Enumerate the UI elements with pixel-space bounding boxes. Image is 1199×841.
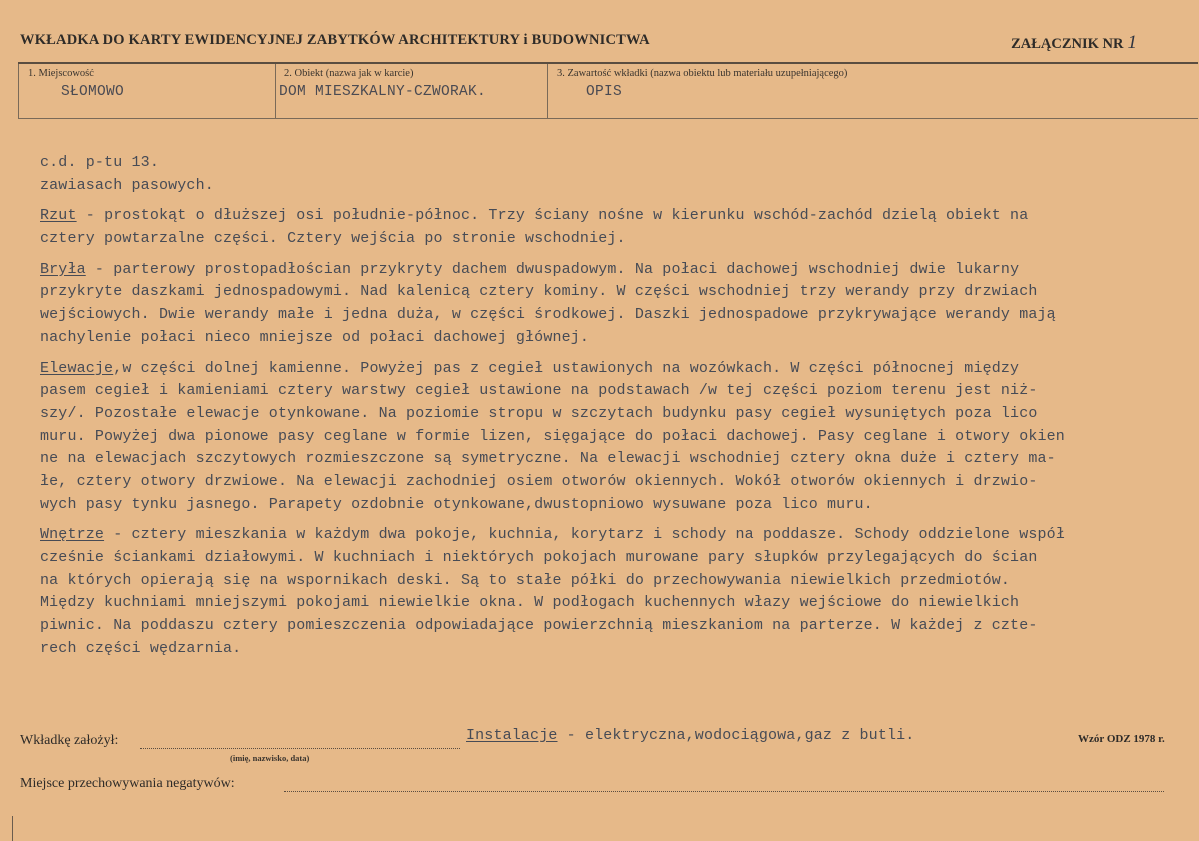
fields-rule xyxy=(18,118,1198,119)
field-value-zawartosc: OPIS xyxy=(586,84,623,100)
attachment-label: ZAŁĄCZNIK NR xyxy=(1011,36,1124,52)
section-heading: Rzut xyxy=(40,207,77,225)
field-zawartosc xyxy=(548,64,1198,118)
section-line: nachylenie połaci nieco mniejsze od połaci dachowej głównej. xyxy=(40,328,590,346)
section-line: przykryte daszkami jednospadowymi. Nad kalenicą cztery kominy. W części wschodniej trzy werandy przy drzwiach xyxy=(40,283,1038,301)
section-first-line xyxy=(40,358,1198,381)
zalozyl-hint: (imię, nazwisko, data) xyxy=(230,753,310,763)
header-fields xyxy=(18,64,1198,118)
section-first-line xyxy=(40,524,1198,547)
attachment-number xyxy=(1011,32,1137,54)
section-line: Między kuchniami mniejszymi pokojami niewielkie okna. W podłogach kuchennych włazy wejściowe do niewielkich xyxy=(40,594,1020,612)
field-label-zawartosc: 3. Zawartość wkładki (nazwa obiektu lub materiału uzupełniającego) xyxy=(557,68,848,79)
negatywy-label: Miejsce przechowywania negatywów: xyxy=(20,776,235,791)
edge-tick-mark xyxy=(12,816,13,841)
description-text xyxy=(40,152,1198,660)
section-heading: Wnętrze xyxy=(40,526,105,544)
instalacje-text: - elektryczna,wodociągowa,gaz z butli. xyxy=(557,727,915,744)
field-miejscowosc xyxy=(18,64,276,118)
section-line: wych pasy tynku jasnego. Parapety ozdobnie otynkowane,dwustopniowo wysuwane poza lico muru. xyxy=(40,495,873,513)
paragraph-gap xyxy=(40,197,1198,205)
section-heading: Elewacje xyxy=(40,359,114,377)
instalacje-line xyxy=(466,727,914,744)
form-template-mark: Wzór ODZ 1978 r. xyxy=(1078,733,1165,745)
footer-row-negatywy xyxy=(20,776,1190,800)
paragraph-gap xyxy=(40,350,1198,358)
section-line: cześnie ściankami działowymi. W kuchniach i niektórych pokojach murowane pary słupków przylegających do ścian xyxy=(40,549,1038,566)
attachment-number-value: 1 xyxy=(1127,32,1137,53)
section-first-line xyxy=(40,205,1198,228)
section-line: na których opierają się na wspornikach deski. Są to stałe półki do przechowywania niewielkich przedmiotów. xyxy=(40,571,1011,589)
section-heading: Bryła xyxy=(40,260,86,278)
zalozyl-dotted-line xyxy=(140,748,460,749)
section-line: szy/. Pozostałe elewacje otynkowane. Na poziomie stropu w szczytach budynku pasy cegieł wysuniętych poza lico xyxy=(40,404,1038,422)
negatywy-dotted-line xyxy=(284,791,1164,792)
paragraph-gap xyxy=(40,516,1198,524)
section-line: piwnic. Na poddaszu cztery pomieszczenia odpowiadające powierzchnią mieszkaniom na parterze. W każdej z czte- xyxy=(40,617,1038,635)
section-line: ne na elewacjach szczytowych rozmieszczone są symetryczne. Na elewacji wschodniej cztery okna duże i cztery ma- xyxy=(40,450,1056,468)
intro-line: zawiasach pasowych. xyxy=(40,176,214,194)
section-line: pasem cegieł i kamieniami cztery warstwy cegieł ustawione na podstawach /w tej części poziom terenu jest niż- xyxy=(40,382,1038,400)
section-line: rech części wędzarnia. xyxy=(40,639,242,657)
section-first-line xyxy=(40,259,1198,282)
form-title: WKŁADKA DO KARTY EWIDENCYJNEJ ZABYTKÓW ARCHITEKTURY i BUDOWNICTWA xyxy=(20,32,650,48)
footer-row-zalozyl xyxy=(20,727,1190,763)
section-line: wejściowych. Dwie werandy małe i jedna duża, w części środkowej. Daszki jednospadowe przykrywające werandy mają xyxy=(40,306,1056,324)
field-label-obiekt: 2. Obiekt (nazwa jak w karcie) xyxy=(284,68,414,79)
section-text: - prostokąt o dłuższej osi południe-północ. Trzy ściany nośne w kierunku wschód-zachód dzielą obiekt na xyxy=(76,207,1029,225)
field-value-miejscowosc: SŁOMOWO xyxy=(61,84,125,100)
field-value-obiekt: DOM MIESZKALNY-CZWORAK. xyxy=(279,84,487,100)
section-text: ,w części dolnej kamienne. Powyżej pas z cegieł ustawionych na wozówkach. W części północnej między xyxy=(113,359,1020,377)
section-line: muru. Powyżej dwa pionowe pasy ceglane w formie lizen, sięgające do połaci dachowej. Pasy ceglane i otwory okien xyxy=(40,427,1065,445)
section-line: cztery powtarzalne części. Cztery wejścia po stronie wschodniej. xyxy=(40,230,626,248)
section-text: - cztery mieszkania w każdym dwa pokoje, kuchnia, korytarz i schody na poddasze. Schody oddzielone współ xyxy=(104,526,1065,544)
instalacje-heading: Instalacje xyxy=(466,727,558,744)
section-text: - parterowy prostopadłościan przykryty dachem dwuspadowym. Na połaci dachowej wschodniej dwie lukarny xyxy=(85,260,1020,278)
paragraph-gap xyxy=(40,251,1198,259)
section-line: łe, cztery otwory drzwiowe. Na elewacji zachodniej osiem otworów okiennych. Wokół otworów okiennych i drzwio- xyxy=(40,472,1038,490)
field-label-miejscowosc: 1. Miejscowość xyxy=(28,68,94,79)
intro-line: c.d. p-tu 13. xyxy=(40,154,159,171)
field-obiekt xyxy=(275,64,548,118)
zalozyl-label: Wkładkę założył: xyxy=(20,733,119,748)
